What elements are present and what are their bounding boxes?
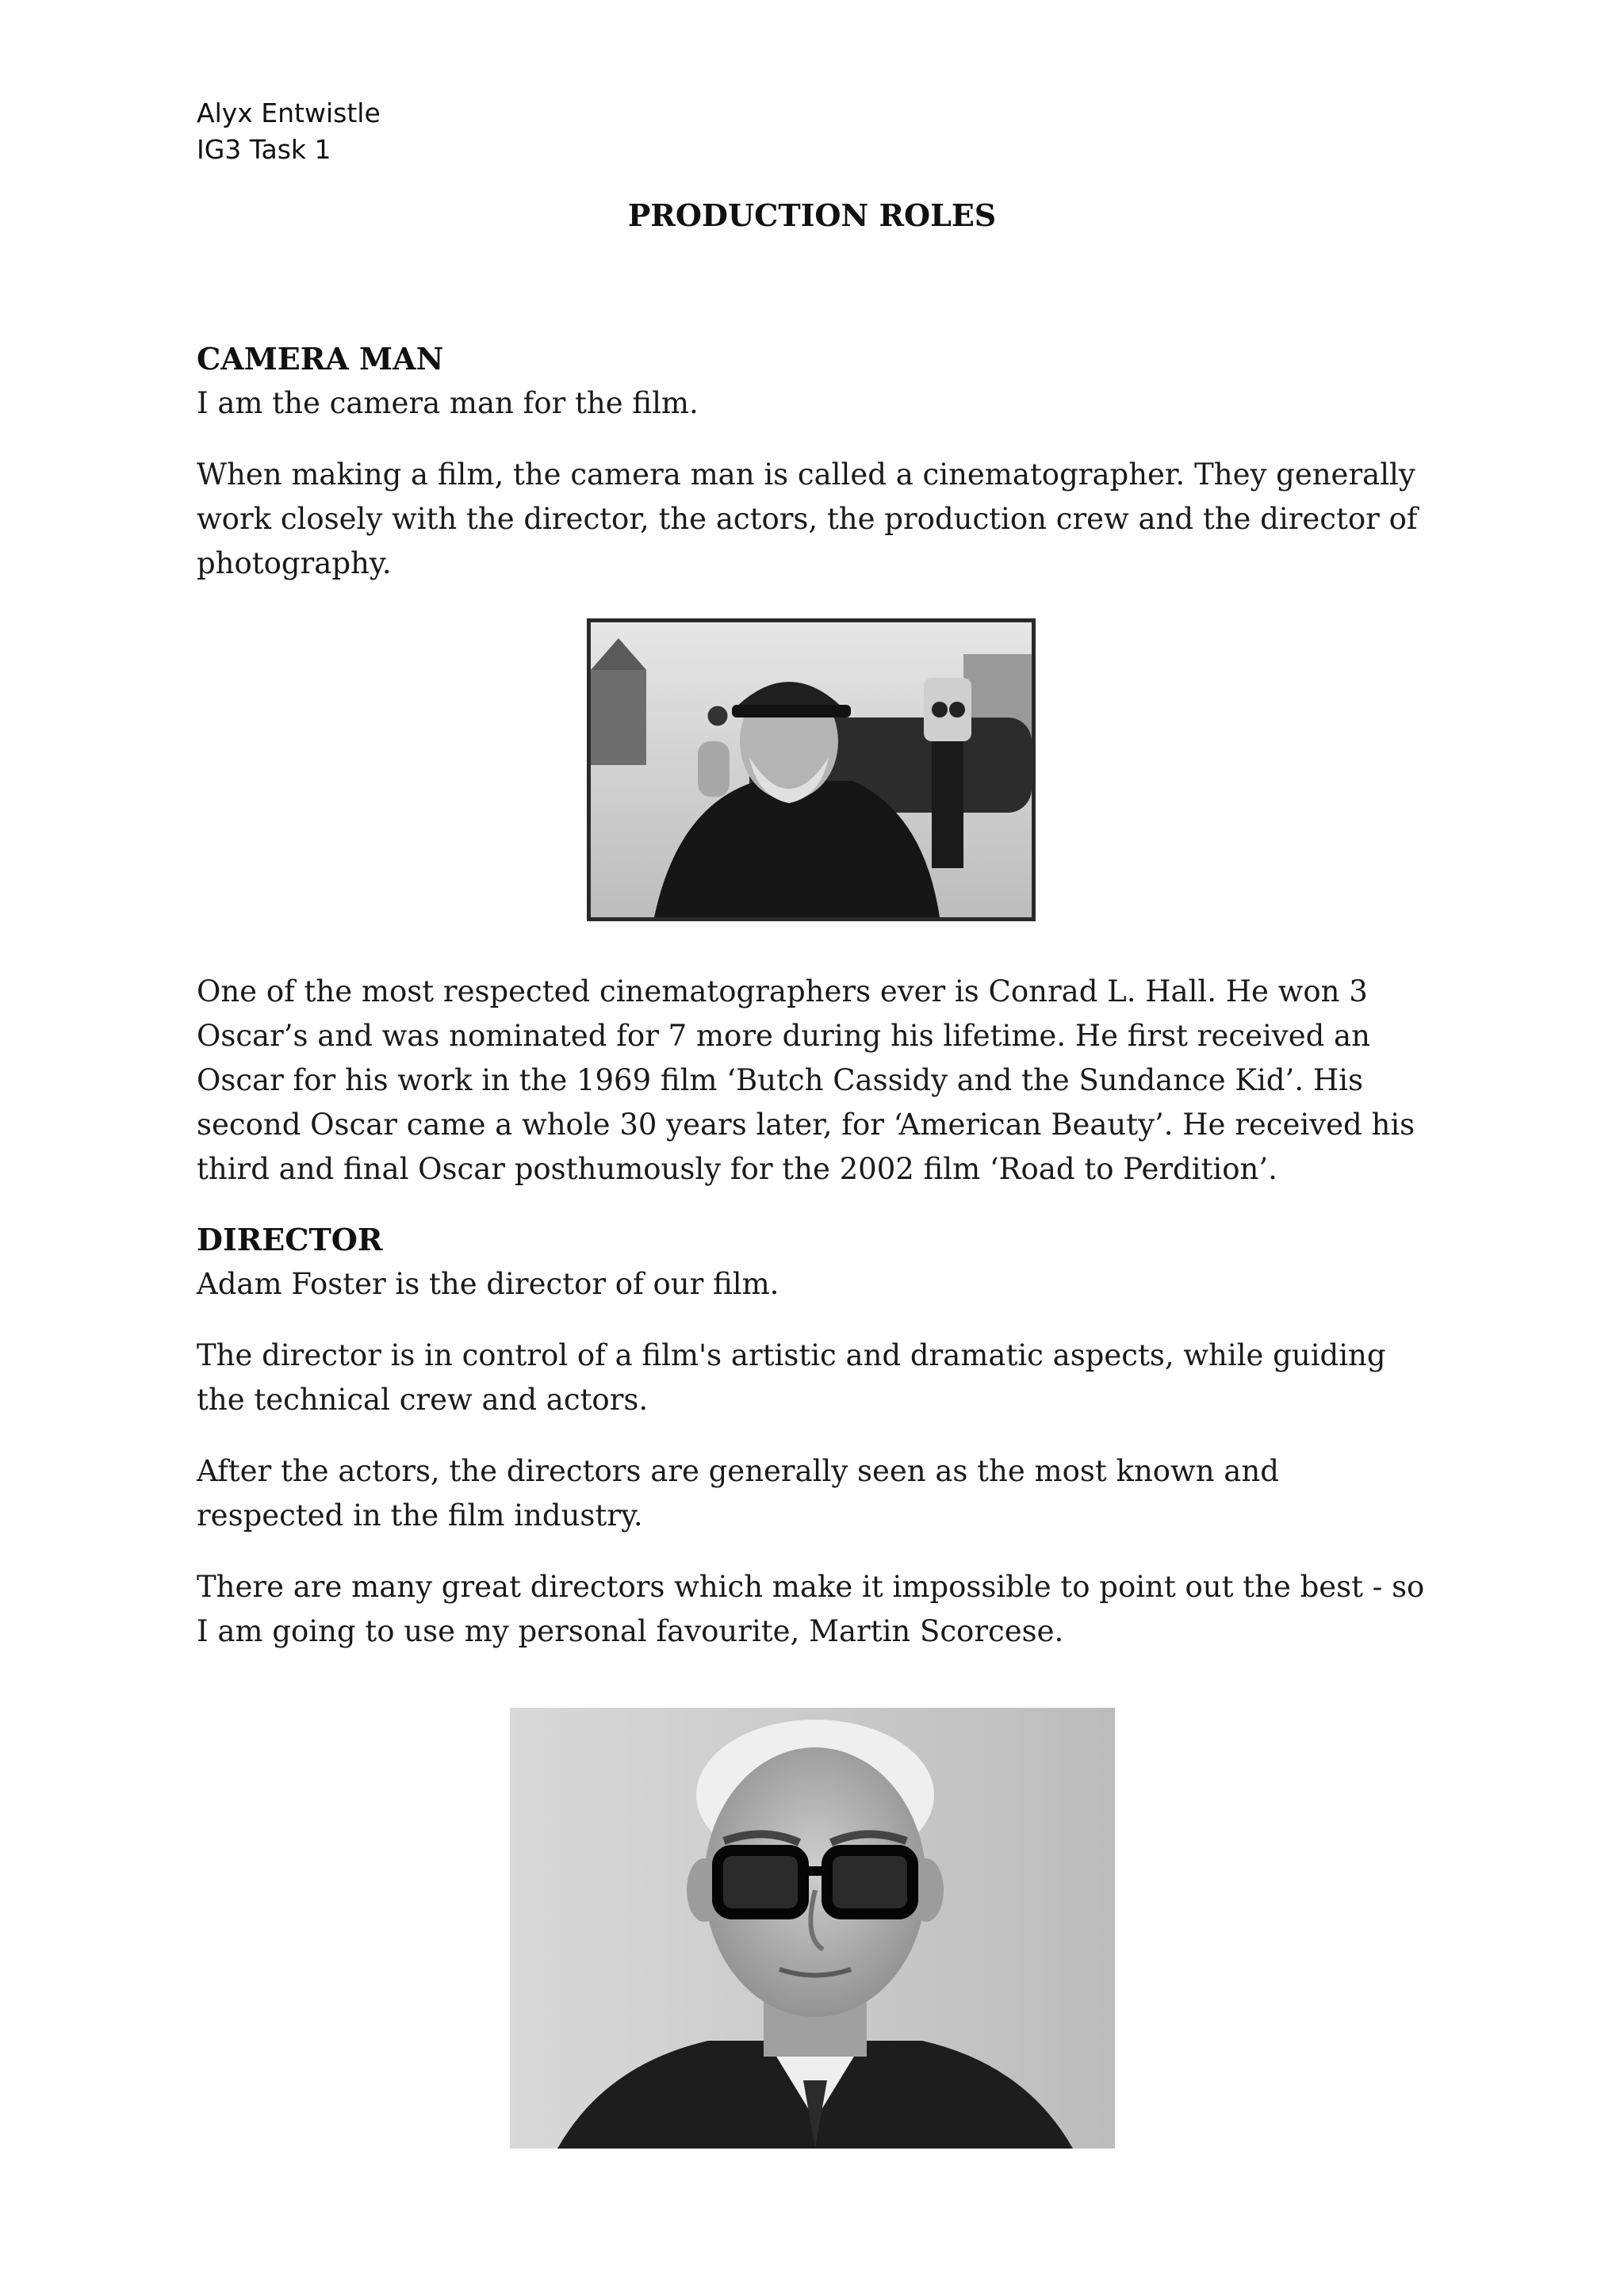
conrad-hall-paragraph: One of the most respected cinematographers ever is Conrad L. Hall. He won 3 Oscar’s and was nominated for 7 more during his lifetime. He first received an Oscar for his work in the 1969 film ‘Butch Cassidy and the Sundance Kid’. His second Oscar came a whole 30 years later, for ‘American Beauty’. He received his third and final Oscar posthumously for the 2002 film ‘Road to Perdition’. [197,974,1415,1186]
director-reputation: After the actors, the directors are generally seen as the most known and respected in the film industry. [197,1454,1279,1533]
cinematographer-photo-illustration [591,622,1032,917]
director-description: The director is in control of a film's artistic and dramatic aspects, while guiding the technical crew and actors. [197,1338,1386,1417]
author-name: Alyx Entwistle [197,98,381,128]
page-title: PRODUCTION ROLES [627,197,997,233]
director-intro: Adam Foster is the director of our film. [197,1267,779,1301]
cinematographer-description: When making a film, the camera man is called a cinematographer. They generally work closely with the director, the actors, the production crew and the director of photography. [197,457,1418,580]
task-label: IG3 Task 1 [197,134,331,165]
favourite-director: There are many great directors which make it impossible to point out the best - so I am going to use my personal favourite, Martin Scorcese. [197,1570,1425,1648]
director-heading: DIRECTOR [197,1222,383,1257]
director-photo [510,1708,1115,2149]
document-header [197,95,381,168]
cinematographer-photo [587,618,1036,921]
camera-man-heading: CAMERA MAN [197,341,444,377]
director-photo-illustration [510,1708,1115,2149]
camera-man-intro: I am the camera man for the film. [197,386,699,420]
